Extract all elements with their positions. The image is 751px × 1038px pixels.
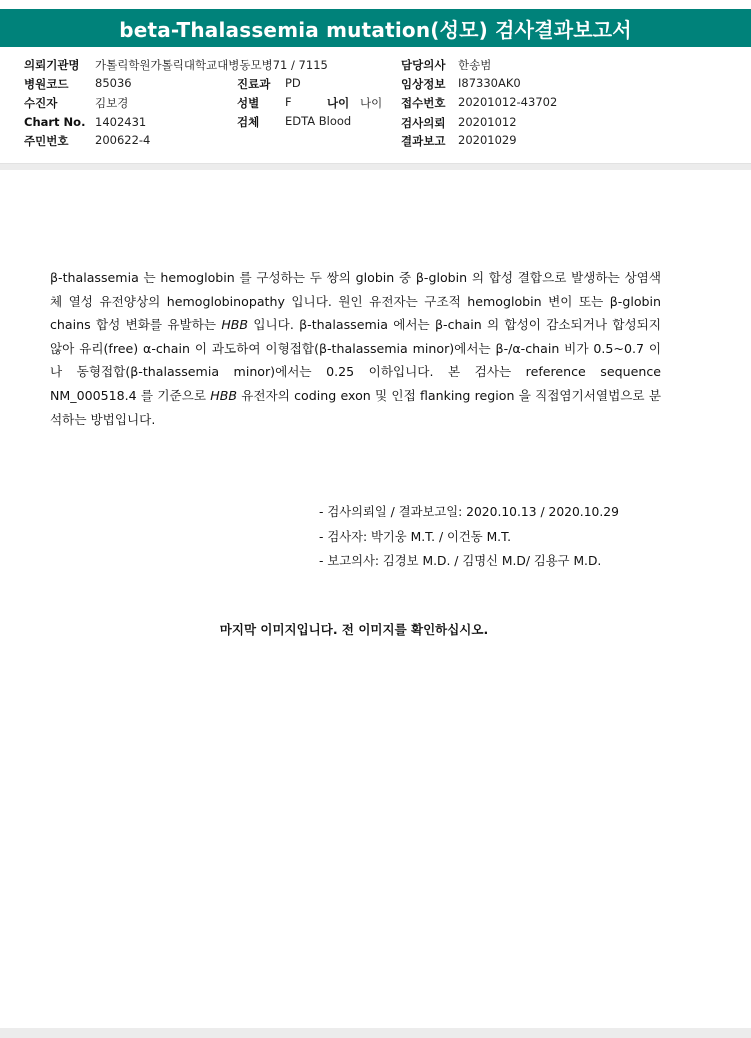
request-report-dates: - 검사의뢰일 / 결과보고일: 2020.10.13 / 2020.10.29 <box>319 505 619 519</box>
method-text-part-2: 입니다. β-thalassemia 에서는 β-chain 의 합성이 감소되거나 합성되지 않아 유리(free) α-chain 이 과도하여 이형접합(β-thalassemia minor)에서는 β-/α-chain 비가 0.5~0.7 이나 동형접합(β-thalassemia minor)에서는 0.25 이하입니다. 본 검사는 reference sequence NM_000518.4 를 기준으로 <box>50 317 661 403</box>
report-date-label: 결과보고 <box>401 134 446 148</box>
last-page-note: 마지막 이미지입니다. 전 이미지를 확인하십시오. <box>219 622 489 637</box>
doctor-value: 한송범 <box>458 58 492 72</box>
receipt-no-value: 20201012-43702 <box>458 95 558 109</box>
clinical-info-label: 임상정보 <box>401 77 446 91</box>
receipt-no-label: 접수번호 <box>401 96 446 110</box>
method-description <box>50 266 661 431</box>
patient-label: 수진자 <box>24 96 58 110</box>
header-separator <box>0 163 751 170</box>
report-title: beta-Thalassemia mutation(성모) 검사결과보고서 <box>0 9 751 47</box>
footer-bar <box>0 1028 751 1038</box>
sex-label: 성별 <box>237 96 260 110</box>
dept-label: 진료과 <box>237 77 271 91</box>
hospital-code-value: 85036 <box>95 76 132 90</box>
hospital-code-label: 병원코드 <box>24 77 69 91</box>
institution-value: 가톨릭학원가톨릭대학교대병동모병71 / 7115 <box>95 58 328 72</box>
patient-value: 김보경 <box>95 96 129 110</box>
age-label: 나이 <box>327 96 350 110</box>
request-date-label: 검사의뢰 <box>401 116 446 130</box>
chart-no-value: 1402431 <box>95 115 147 129</box>
patient-info-block <box>0 54 751 148</box>
dept-value: PD <box>285 76 301 90</box>
clinical-info-value: I87330AK0 <box>458 76 521 90</box>
signoff-block <box>319 500 619 574</box>
chart-no-label: Chart No. <box>24 115 86 129</box>
age-value: 나이 <box>360 96 383 110</box>
gene-name-hbb-2: HBB <box>210 387 237 403</box>
institution-label: 의뢰기관명 <box>24 58 80 72</box>
method-text-part-1: β-thalassemia 는 hemoglobin 를 구성하는 두 쌍의 globin 중 β-globin 의 합성 결합으로 발생하는 상염색체 열성 유전양상의 hemoglobinopathy 입니다. 원인 유전자는 구조적 hemoglobin 변이 또는 β-globin chains 합성 변화를 유발하는 <box>50 270 661 333</box>
sex-value: F <box>285 95 292 109</box>
method-text-part-3: 유전자의 coding exon 및 인접 flanking region 을 직접염기서열법으로 분석하는 방법입니다. <box>50 387 661 427</box>
tester-names: - 검사자: 박기웅 M.T. / 이건동 M.T. <box>319 529 512 544</box>
gene-name-hbb: HBB <box>221 317 249 333</box>
specimen-value: EDTA Blood <box>285 114 352 128</box>
doctor-label: 담당의사 <box>401 58 446 72</box>
specimen-label: 검체 <box>237 115 260 129</box>
reporting-doctors: - 보고의사: 김경보 M.D. / 김명신 M.D/ 김용구 M.D. <box>319 554 602 568</box>
request-date-value: 20201012 <box>458 115 517 129</box>
resident-no-label: 주민번호 <box>24 134 69 148</box>
report-date-value: 20201029 <box>458 133 517 147</box>
resident-no-value: 200622-4 <box>95 133 151 147</box>
